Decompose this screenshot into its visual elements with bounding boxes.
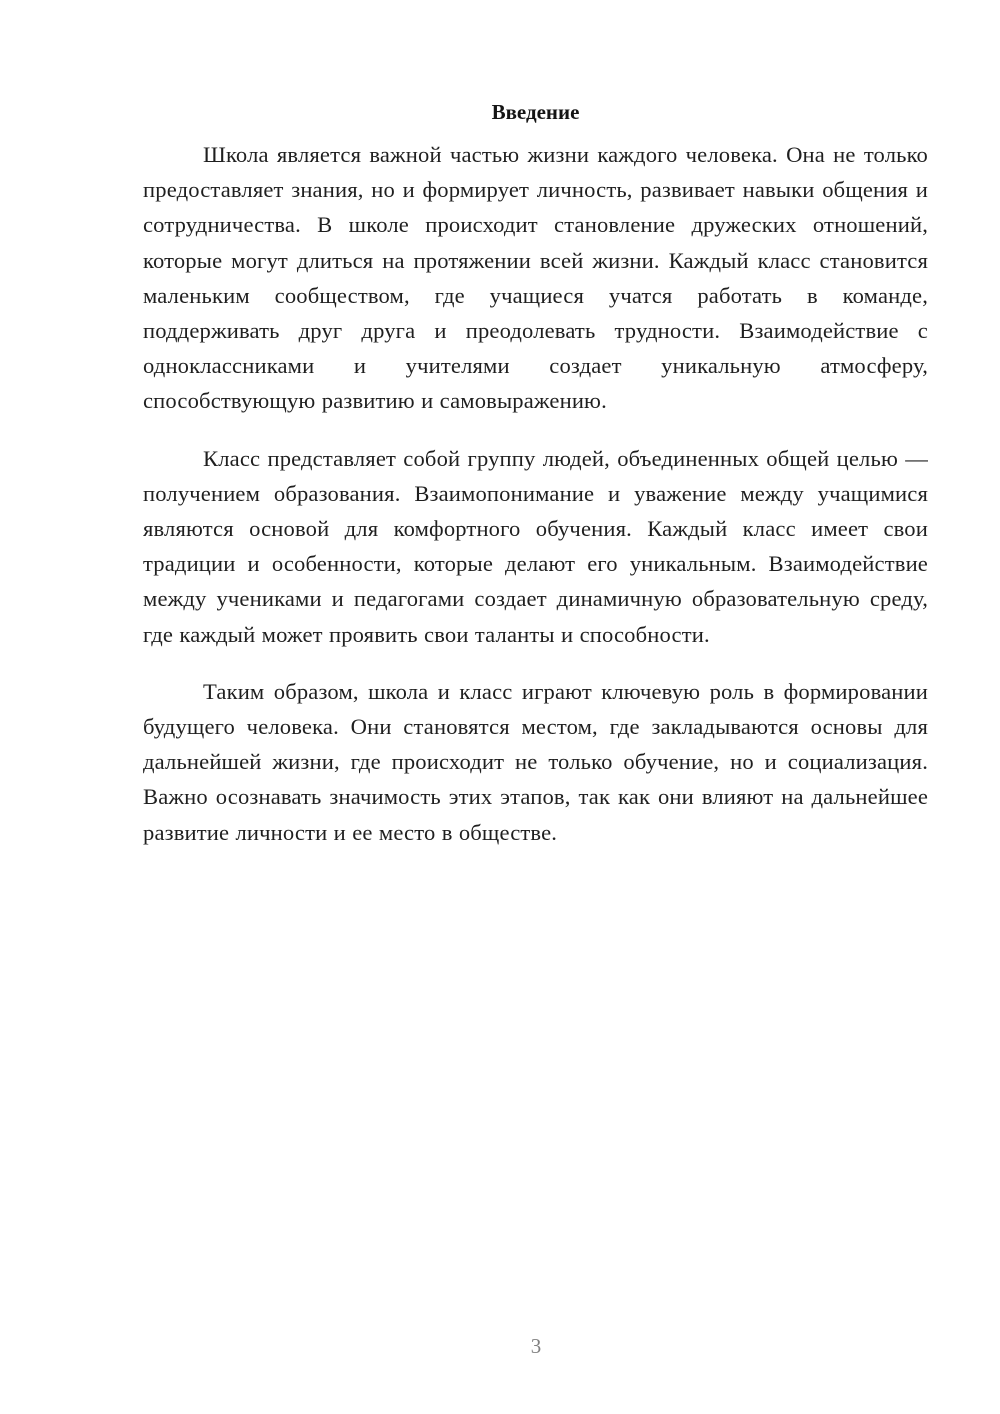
document-body xyxy=(143,96,928,872)
page-number: 3 xyxy=(530,1334,542,1358)
section-heading: Введение xyxy=(491,100,580,124)
paragraph-2: Класс представляет собой группу людей, объединенных общей целью — получением образования. Взаимопонимание и уважение между учащимися являются основой для комфортного обучения. Каждый класс имеет свои традиции и особенности, которые делают его уникальным. Взаимодействие между учениками и педагогами создает динамичную образовательную среду, где каждый может проявить свои таланты и способности. xyxy=(143,445,928,647)
paragraph-1: Школа является важной частью жизни каждого человека. Она не только предоставляет знания, но и формирует личность, развивает навыки общения и сотрудничества. В школе происходит становление дружеских отношений, которые могут длиться на протяжении всей жизни. Каждый класс становится маленьким сообществом, где учащиеся учатся работать в команде, поддерживать друг друга и преодолевать трудности. Взаимодействие с одноклассниками и учителями создает уникальную атмосферу, способствующую развитию и самовыражению. xyxy=(143,142,928,414)
paragraph-3: Таким образом, школа и класс играют ключевую роль в формировании будущего человека. Они становятся местом, где закладываются основы для дальнейшей жизни, где происходит не только обучение, но и социализация. Важно осознавать значимость этих этапов, так как они влияют на дальнейшее развитие личности и ее место в обществе. xyxy=(143,678,928,845)
